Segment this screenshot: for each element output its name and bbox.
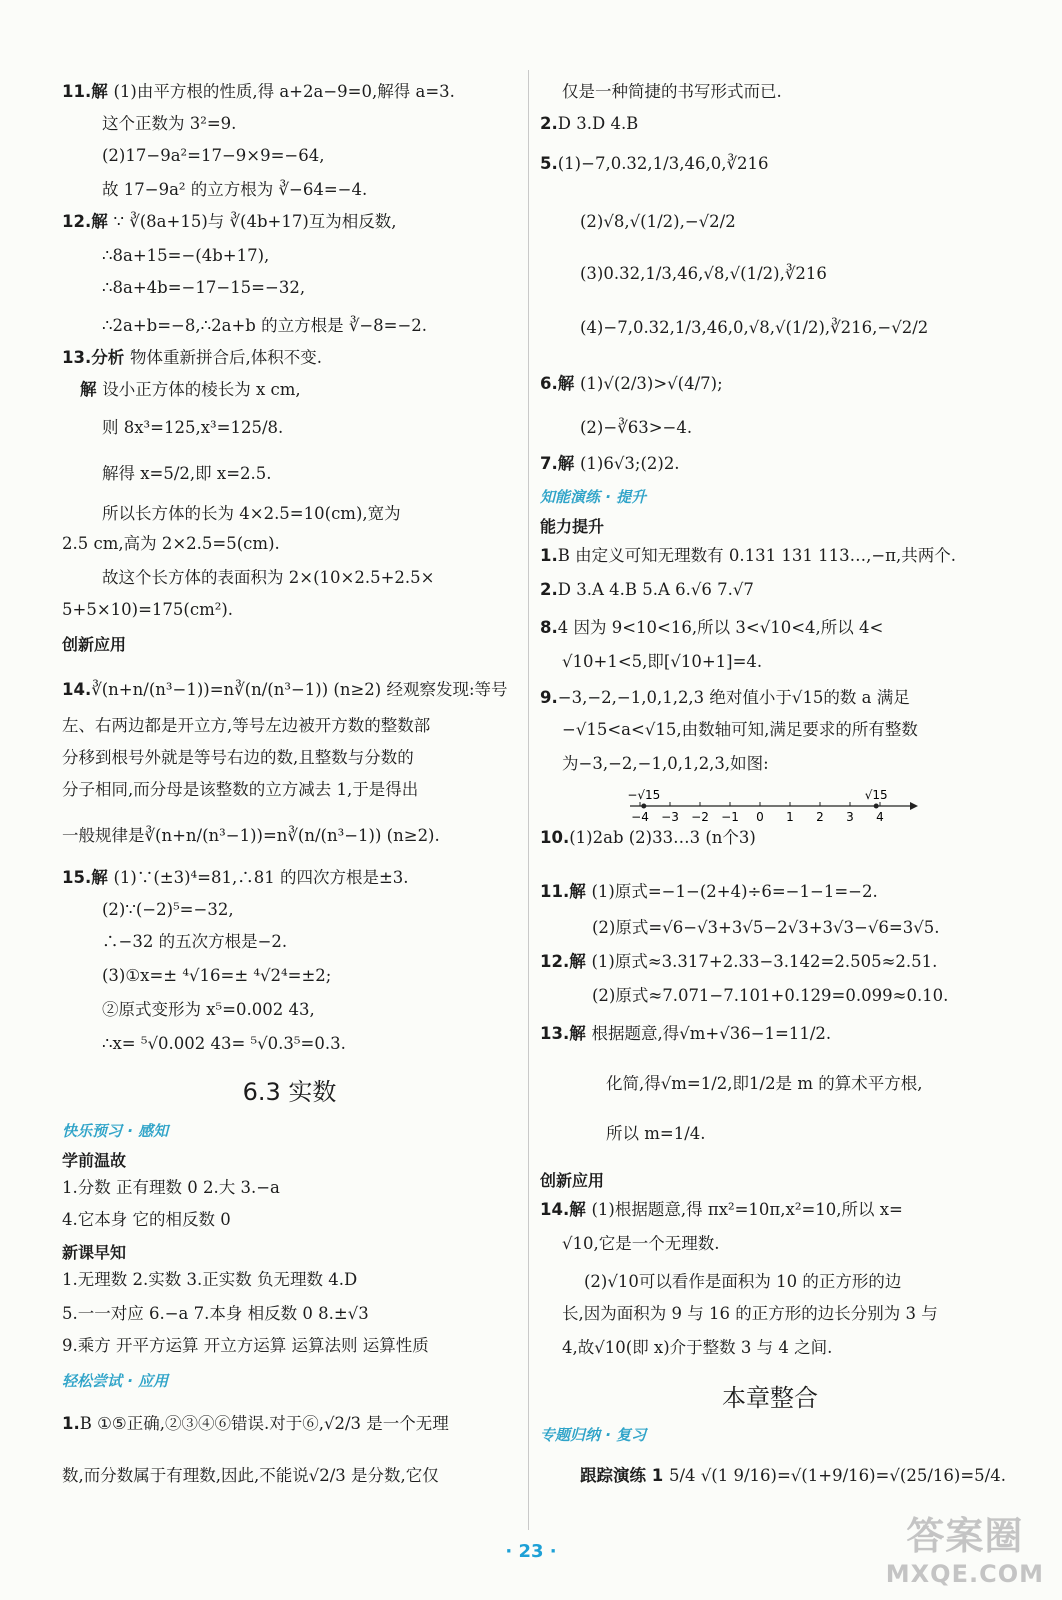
text-line [80, 380, 301, 400]
text-line [102, 900, 234, 920]
subheading: 创新应用 [62, 635, 127, 654]
text-line [102, 278, 305, 298]
item-number: 13. [540, 1024, 570, 1043]
answer-text: 数,而分数属于有理数,因此,不能说√2/3 是分数,它仅 [62, 1466, 439, 1485]
text-line [606, 1074, 922, 1094]
answer-text: 所以 m=1/4. [606, 1124, 706, 1143]
answer-text: ∵ ∛(8a+15)与 ∛(4b+17)互为相反数, [113, 212, 397, 231]
section-band: 快乐预习 · 感知 [62, 1122, 169, 1140]
text-line [592, 918, 939, 938]
subheading: 能力提升 [540, 517, 605, 536]
subheading: 创新应用 [540, 1171, 605, 1190]
answer-text: (2)17−9a²=17−9×9=−64, [102, 146, 325, 165]
number-line-marker-label: √15 [864, 788, 888, 802]
answer-text: ∴x= ⁵√0.002 43= ⁵√0.3⁵=0.3. [102, 1034, 346, 1053]
item-number: 2. [540, 580, 558, 599]
answer-text: −√15<a<√15,由数轴可知,满足要求的所有整数 [562, 720, 918, 739]
item-number: 13. [62, 348, 92, 367]
answer-text: (2)√10可以看作是面积为 10 的正方形的边 [584, 1272, 902, 1291]
number-line-label: −2 [691, 810, 709, 824]
number-line-point [874, 804, 879, 809]
text-line [540, 454, 680, 474]
text-line [584, 1272, 901, 1292]
text-line [540, 618, 883, 638]
text-line [102, 568, 434, 588]
answer-keyword: 解 [91, 82, 114, 101]
item-number: 14. [540, 1200, 570, 1219]
answer-text: ∴−32 的五次方根是−2. [102, 932, 288, 951]
answer-keyword: 解 [569, 1200, 592, 1219]
item-number: 6. [540, 374, 558, 393]
answer-text: D 3.A 4.B 5.A 6.√6 7.√7 [557, 580, 754, 599]
subheading: 学前温故 [62, 1151, 127, 1170]
number-line-label: −4 [631, 810, 649, 824]
answer-keyword: 解 [569, 882, 592, 901]
text-line [540, 374, 723, 394]
answer-text: 2.5 cm,高为 2×2.5=5(cm). [62, 534, 280, 553]
item-number: 5. [540, 154, 558, 173]
text-line [562, 1338, 832, 1358]
answer-text: ∴2a+b=−8,∴2a+b 的立方根是 ∛−8=−2. [102, 316, 428, 335]
answer-text: 左、右两边都是开立方,等号左边被开方数的整数部 [62, 716, 431, 735]
text-line [62, 868, 409, 888]
answer-text: (1)∵(±3)⁴=81,∴81 的四次方根是±3. [113, 868, 409, 887]
text-line [540, 580, 754, 600]
text-line [102, 504, 401, 524]
number-line-label: 4 [876, 810, 884, 824]
answer-text: (3)0.32,1/3,46,√8,√(1/2),∛216 [580, 264, 827, 283]
answer-text: (1)√(2/3)>√(4/7); [580, 374, 723, 393]
number-line-label: 2 [816, 810, 824, 824]
section-band: 专题归纳 · 复习 [540, 1426, 647, 1444]
item-number: 12. [62, 212, 92, 231]
answer-text: 4 因为 9<10<16,所以 3<√10<4,所以 4< [557, 618, 884, 637]
text-line [62, 1304, 369, 1324]
number-line-marker-label: −√15 [627, 788, 661, 802]
answer-text: ∛(n+n/(n³−1))=n∛(n/(n³−1)) (n≥2) 经观察发现:等号 [91, 680, 508, 699]
text-line [540, 546, 956, 566]
text-line [102, 246, 269, 266]
answer-text: 9.乘方 开平方运算 开立方运算 运算法则 运算性质 [62, 1336, 429, 1355]
page-number: · 23 · [505, 1541, 557, 1562]
answer-text: √10,它是一个无理数. [562, 1234, 720, 1253]
text-line [62, 82, 455, 102]
answer-text: (4)−7,0.32,1/3,46,0,√8,√(1/2),∛216,−√2/2 [580, 318, 929, 337]
answer-text: 这个正数为 3²=9. [102, 114, 237, 133]
answer-keyword: 解 [91, 868, 114, 887]
text-line [102, 146, 325, 166]
answer-text: B ①⑤正确,②③④⑥错误.对于⑥,√2/3 是一个无理 [79, 1414, 449, 1433]
text-line [562, 720, 918, 740]
answer-text: (3)①x=± ⁴√16=± ⁴√2⁴=±2; [102, 966, 332, 985]
section-band: 知能演练 · 提升 [540, 488, 647, 506]
number-line-label: 3 [846, 810, 854, 824]
text-line [592, 986, 948, 1006]
text-line [562, 652, 762, 672]
watermark-logo: 答案圈 [906, 1514, 1024, 1558]
watermark [886, 1505, 1044, 1588]
text-line [62, 1270, 357, 1290]
text-line [62, 348, 322, 368]
text-line [580, 212, 736, 232]
answer-text: (1)6√3;(2)2. [580, 454, 680, 473]
text-line [102, 180, 367, 200]
answer-text: 为−3,−2,−1,0,1,2,3,如图: [562, 754, 769, 773]
answer-keyword: 解 [569, 952, 592, 971]
answer-keyword: 解 [569, 1024, 592, 1043]
answer-text: 长,因为面积为 9 与 16 的正方形的边长分别为 3 与 [562, 1304, 938, 1323]
answer-text: (1)2ab (2)33…3 (n个3) [569, 828, 756, 847]
item-number: 11. [540, 882, 570, 901]
answer-text: 物体重新拼合后,体积不变. [129, 348, 322, 367]
text-line [540, 828, 756, 848]
answer-text: (1)根据题意,得 πx²=10π,x²=10,所以 x= [591, 1200, 903, 1219]
text-line [540, 1024, 831, 1044]
text-line [62, 748, 414, 768]
text-line [540, 114, 638, 134]
text-line [62, 1210, 231, 1230]
answer-text: 4.它本身 它的相反数 0 [62, 1210, 231, 1229]
text-line [562, 1304, 938, 1324]
text-line [62, 212, 397, 232]
answer-text: (1)原式≈3.317+2.33−3.142=2.505≈2.51. [591, 952, 938, 971]
subheading: 新课早知 [62, 1243, 127, 1262]
text-line [102, 932, 287, 952]
section-title: 本章整合 [722, 1384, 818, 1412]
item-number: 9. [540, 688, 558, 707]
item-number: 7. [540, 454, 558, 473]
text-line [102, 1000, 315, 1020]
text-line [62, 1466, 439, 1486]
answer-text: 则 8x³=125,x³=125/8. [102, 418, 284, 437]
text-line [562, 754, 769, 774]
item-number: 11. [62, 82, 92, 101]
item-number: 12. [540, 952, 570, 971]
text-line [62, 716, 430, 736]
answer-text: 一般规律是∛(n+n/(n³−1))=n∛(n/(n³−1)) (n≥2). [62, 826, 440, 845]
number-line-point [641, 804, 646, 809]
answer-text: 故 17−9a² 的立方根为 ∛−64=−4. [102, 180, 368, 199]
answer-text: 1.分数 正有理数 0 2.大 3.−a [62, 1178, 280, 1197]
text-line [562, 1234, 720, 1254]
text-line [62, 1336, 429, 1356]
answer-text: 4,故√10(即 x)介于整数 3 与 4 之间. [562, 1338, 833, 1357]
answer-text: ②原式变形为 x⁵=0.002 43, [102, 1000, 315, 1019]
text-line [540, 952, 937, 972]
answer-text: D 3.D 4.B [557, 114, 639, 133]
text-line [62, 680, 508, 700]
text-line [62, 780, 418, 800]
answer-text: 5/4 √(1 9/16)=√(1+9/16)=√(25/16)=5/4. [668, 1466, 1006, 1485]
number-line-label: 1 [786, 810, 794, 824]
answer-text: (1)原式=−1−(2+4)÷6=−1−1=−2. [591, 882, 878, 901]
text-line [62, 826, 440, 846]
text-line [102, 316, 427, 336]
answer-text: 1.无理数 2.实数 3.正实数 负无理数 4.D [62, 1270, 358, 1289]
text-line [102, 966, 331, 986]
answer-text: ∴8a+15=−(4b+17), [102, 246, 270, 265]
text-line [540, 1200, 903, 1220]
answer-keyword: 解 [80, 380, 103, 399]
number-line-label: −1 [721, 810, 739, 824]
item-number: 10. [540, 828, 570, 847]
answer-keyword: 分析 [91, 348, 130, 367]
answer-text: (2)√8,√(1/2),−√2/2 [580, 212, 736, 231]
text-line [540, 154, 768, 174]
text-line [102, 418, 283, 438]
answer-text: (2)−∛63>−4. [580, 418, 693, 437]
answer-text: 所以长方体的长为 4×2.5=10(cm),宽为 [102, 504, 401, 523]
text-line [580, 418, 692, 438]
item-number: 2. [540, 114, 558, 133]
answer-text: 设小正方体的棱长为 x cm, [102, 380, 301, 399]
column-divider [528, 70, 529, 1530]
text-line [62, 1178, 280, 1198]
watermark-url: MXQE.COM [885, 1560, 1044, 1588]
answer-text: 化简,得√m=1/2,即1/2是 m 的算术平方根, [606, 1074, 923, 1093]
text-line [580, 264, 827, 284]
item-number: 1. [540, 546, 558, 565]
item-number: 8. [540, 618, 558, 637]
answer-text: (2)∵(−2)⁵=−32, [102, 900, 234, 919]
answer-text: 仅是一种简捷的书写形式而已. [562, 82, 782, 101]
number-line-arrow [910, 802, 918, 810]
answer-text: 解得 x=5/2,即 x=2.5. [102, 464, 272, 483]
item-number: 15. [62, 868, 92, 887]
text-line [102, 1034, 346, 1054]
answer-text: −3,−2,−1,0,1,2,3 绝对值小于√15的数 a 满足 [557, 688, 910, 707]
answer-text: ∴8a+4b=−17−15=−32, [102, 278, 306, 297]
text-line [562, 82, 782, 102]
answer-text: (2)原式≈7.071−7.101+0.129=0.099≈0.10. [592, 986, 949, 1005]
answer-text: (2)原式=√6−√3+3√5−2√3+3√3−√6=3√5. [592, 918, 940, 937]
text-line [540, 688, 910, 708]
answer-keyword: 解 [91, 212, 114, 231]
text-line [62, 1414, 449, 1434]
answer-text: 5.一一对应 6.−a 7.本身 相反数 0 8.±√3 [62, 1304, 369, 1323]
text-line [102, 114, 236, 134]
answer-keyword: 解 [557, 454, 580, 473]
item-number: 14. [62, 680, 92, 699]
answer-text: B 由定义可知无理数有 0.131 131 113…,−π,共两个. [557, 546, 956, 565]
answer-text: (1)由平方根的性质,得 a+2a−9=0,解得 a=3. [113, 82, 455, 101]
answer-text: 故这个长方体的表面积为 2×(10×2.5+2.5× [102, 568, 435, 587]
answer-keyword: 解 [557, 374, 580, 393]
section-band: 轻松尝试 · 应用 [62, 1372, 169, 1390]
number-line [620, 784, 920, 828]
answer-text: (1)−7,0.32,1/3,46,0,∛216 [557, 154, 769, 173]
number-line-label: −3 [661, 810, 679, 824]
answer-text: 5+5×10)=175(cm²). [62, 600, 234, 619]
number-line-label: 0 [756, 810, 764, 824]
text-line [102, 464, 272, 484]
text-line [62, 600, 233, 620]
text-line [606, 1124, 706, 1144]
text-line [540, 882, 878, 902]
text-line [580, 318, 928, 338]
item-number: 1. [62, 1414, 80, 1433]
answer-keyword: 跟踪演练 1 [580, 1466, 669, 1485]
text-line [62, 534, 280, 554]
text-line [580, 1466, 1006, 1486]
answer-text: √10+1<5,即[√10+1]=4. [562, 652, 763, 671]
answer-text: 根据题意,得√m+√36−1=11/2. [591, 1024, 832, 1043]
answer-text: 分子相同,而分母是该整数的立方减去 1,于是得出 [62, 780, 419, 799]
answer-text: 分移到根号外就是等号右边的数,且整数与分数的 [62, 748, 414, 767]
section-title: 6.3 实数 [242, 1078, 337, 1106]
